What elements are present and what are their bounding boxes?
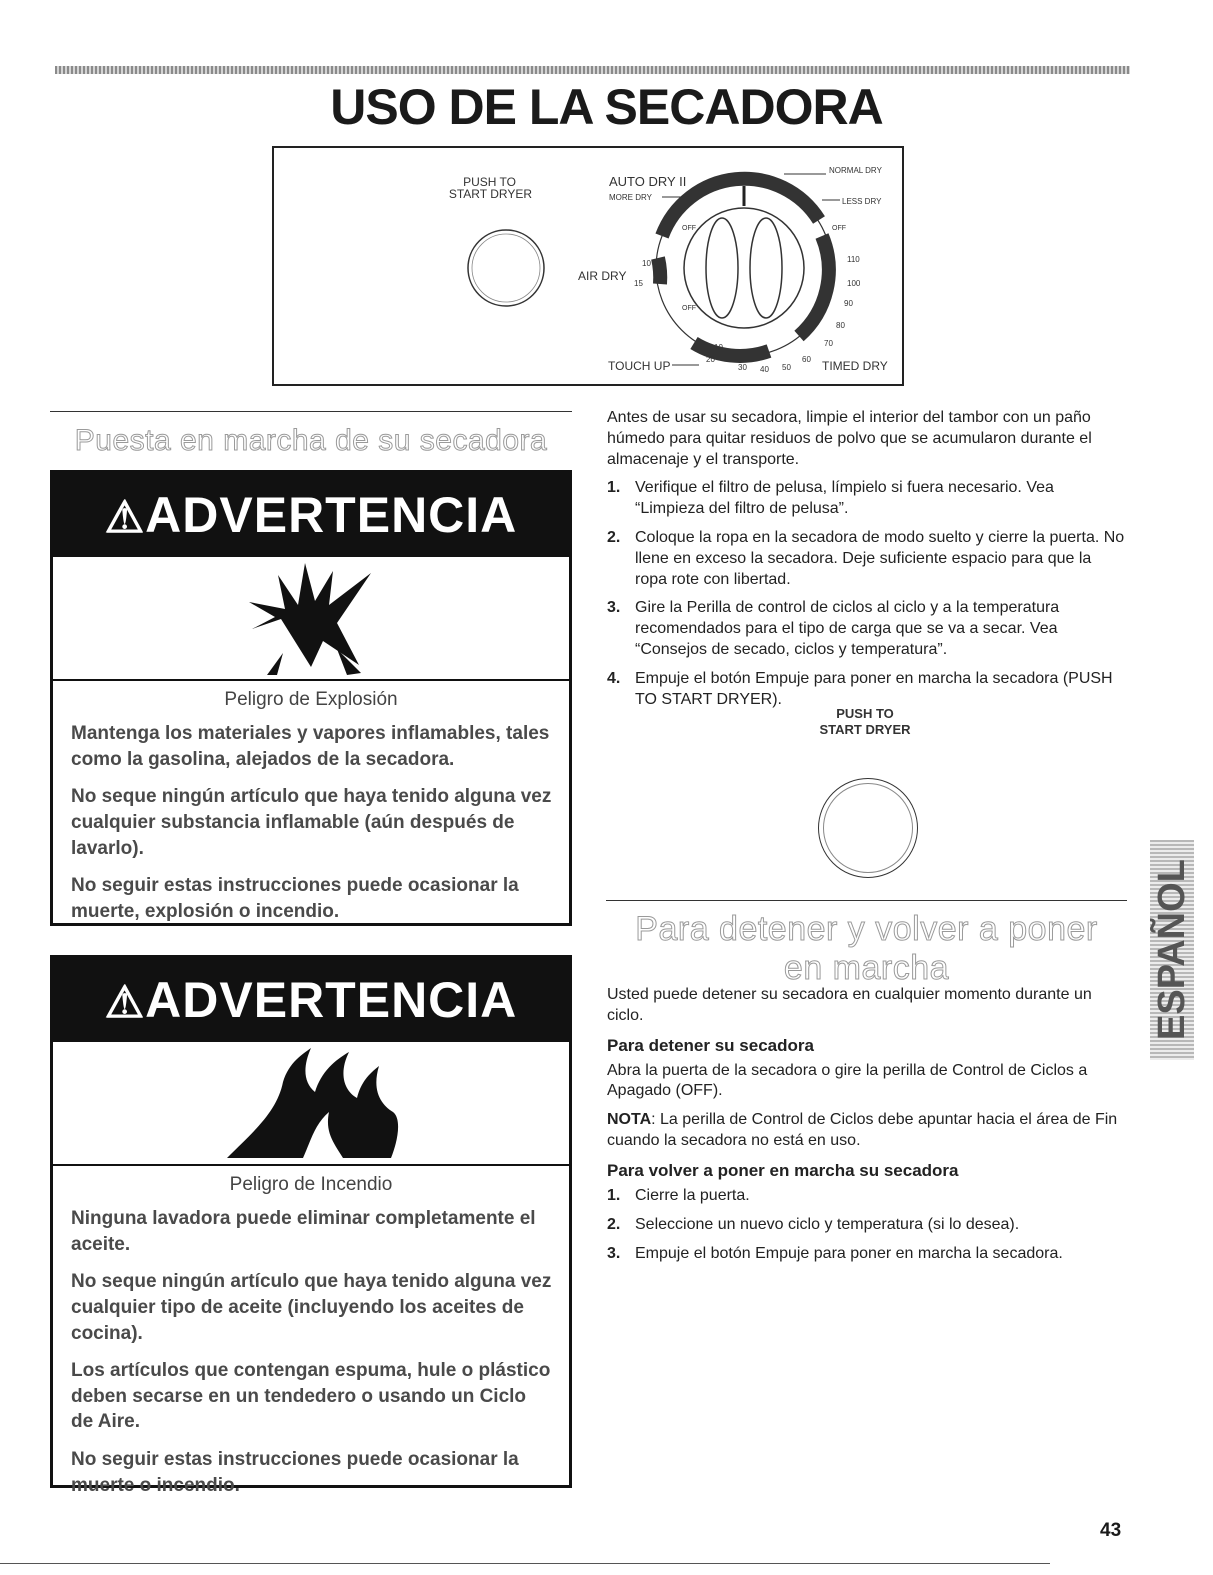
- right-section-rule: [606, 900, 1127, 901]
- warning-text: Mantenga los materiales y vapores inflamables, tales como la gasolina, alejados de la secadora.: [71, 723, 550, 770]
- section-title-start: Puesta en marcha de su secadora: [74, 424, 548, 457]
- warning-subtitle: Peligro de Incendio: [229, 1174, 393, 1195]
- note-paragraph: NOTA: La perilla de Control de Ciclos debe apuntar hacia el área de Fin cuando la secadora no está en uso.: [607, 1111, 1118, 1150]
- svg-text:10: 10: [642, 259, 651, 268]
- intro-paragraph: Antes de usar su secadora, limpie el interior del tambor con un paño húmedo para quitar residuos de polvo que se acumularon durante el almacenaje y el transporte.: [607, 409, 1092, 468]
- list-item: 4. Empuje el botón Empuje para poner en marcha la secadora (PUSH TO START DRYER).: [607, 669, 1113, 708]
- warning-subtitle: Peligro de Explosión: [224, 689, 398, 710]
- top-rule: [55, 66, 1130, 74]
- less-dry-label: LESS DRY: [842, 197, 882, 206]
- svg-text:80: 80: [836, 321, 845, 330]
- warning-text: No seguir estas instrucciones puede ocasionar la muerte o incendio.: [71, 1449, 519, 1496]
- svg-text:90: 90: [844, 299, 853, 308]
- section-title-stop-restart: Para detener y volver a poner en marcha: [635, 910, 1098, 988]
- svg-text:OFF: OFF: [682, 305, 696, 312]
- svg-text:10: 10: [714, 343, 723, 352]
- svg-text:30: 30: [738, 363, 747, 372]
- svg-text:70: 70: [824, 339, 833, 348]
- more-dry-label: MORE DRY: [609, 193, 652, 202]
- air-dry-label: AIR DRY: [578, 269, 627, 283]
- svg-text:OFF: OFF: [832, 225, 846, 232]
- fire-icon: [53, 1042, 569, 1166]
- left-section-rule: [50, 411, 572, 412]
- touch-up-label: TOUCH UP: [608, 359, 671, 373]
- warning-triangle-icon: ⚠: [104, 493, 146, 542]
- list-item: 3. Gire la Perilla de control de ciclos al ciclo y a la temperatura recomendados para el tipo de carga que se va a secar. Vea “Consejos de secado, ciclos y temperatura”.: [607, 599, 1060, 658]
- warning-banner: ⚠ADVERTENCIA: [53, 473, 569, 557]
- control-panel-drawing: [274, 148, 906, 388]
- air-dry-arc: [658, 258, 660, 284]
- restart-heading: Para volver a poner en marcha su secadora: [607, 1160, 959, 1180]
- control-panel-illustration: [272, 146, 904, 386]
- explosion-warning-box: [50, 470, 572, 926]
- right-column-bottom: [607, 985, 1127, 1272]
- svg-text:50: 50: [782, 363, 791, 372]
- push-to-start-label: PUSH TO START DRYER: [819, 706, 911, 737]
- push-to-start-button[interactable]: [468, 230, 544, 306]
- cycle-dial-knob[interactable]: [684, 208, 804, 328]
- stop-heading: Para detener su secadora: [607, 1035, 814, 1055]
- explosion-icon: [53, 557, 569, 681]
- svg-text:20: 20: [706, 355, 715, 364]
- list-item: 1. Verifique el filtro de pelusa, límpielo si fuera necesario. Vea “Limpieza del filtro de pelusa”.: [607, 479, 1054, 518]
- normal-dry-label: NORMAL DRY: [829, 166, 882, 175]
- warning-text: Los artículos que contengan espuma, hule o plástico deben secarse en un tendedero o usando un Ciclo de Aire.: [71, 1360, 551, 1433]
- svg-text:40: 40: [760, 365, 769, 374]
- bottom-rule: [0, 1563, 1050, 1564]
- page-title: USO DE LA SECADORA: [330, 79, 883, 135]
- auto-dry-label: AUTO DRY II: [609, 174, 687, 189]
- timed-dry-label: TIMED DRY: [822, 359, 888, 373]
- warning-text: No seguir estas instrucciones puede ocasionar la muerte, explosión o incendio.: [71, 875, 519, 922]
- list-item: 3. Empuje el botón Empuje para poner en marcha la secadora.: [607, 1244, 1063, 1262]
- list-item: 2. Coloque la ropa en la secadora de modo suelto y cierre la puerta. No llene en exceso la secadora. Deje suficiente espacio para que la ropa rote con libertad.: [607, 528, 1125, 588]
- svg-text:110: 110: [847, 255, 860, 264]
- page-number: 43: [1100, 1520, 1122, 1541]
- right-column-top: [607, 408, 1127, 718]
- list-item: 1. Cierre la puerta.: [607, 1186, 750, 1204]
- push-to-start-button-illustration: [818, 778, 918, 878]
- restart-steps-list: [607, 1186, 1127, 1264]
- warning-text: No seque ningún artículo que haya tenido alguna vez cualquier tipo de aceite (incluyendo los aceites de cocina).: [71, 1271, 552, 1344]
- fire-warning-box: [50, 955, 572, 1496]
- svg-text:OFF: OFF: [682, 225, 696, 232]
- stop-text: Abra la puerta de la secadora o gire la perilla de Control de Ciclos a Apagado (OFF).: [607, 1061, 1088, 1100]
- svg-text:60: 60: [802, 355, 811, 364]
- warning-triangle-icon: ⚠: [104, 978, 146, 1027]
- panel-push-label-2: START DRYER: [448, 187, 532, 201]
- start-steps-list: [607, 478, 1127, 710]
- svg-text:15: 15: [634, 279, 643, 288]
- panel-push-label-1: PUSH TO: [463, 175, 516, 189]
- language-side-tab: ESPAÑOL: [1150, 840, 1194, 1060]
- warning-banner: ⚠ADVERTENCIA: [53, 958, 569, 1042]
- warning-text: No seque ningún artículo que haya tenido alguna vez cualquier substancia inflamable (aún después de lavarlo).: [71, 786, 552, 859]
- stop-intro: Usted puede detener su secadora en cualquier momento durante un ciclo.: [607, 986, 1092, 1024]
- list-item: 2. Seleccione un nuevo ciclo y temperatura (si lo desea).: [607, 1215, 1020, 1233]
- warning-text: Ninguna lavadora puede eliminar completamente el aceite.: [71, 1208, 536, 1255]
- svg-text:100: 100: [847, 279, 861, 288]
